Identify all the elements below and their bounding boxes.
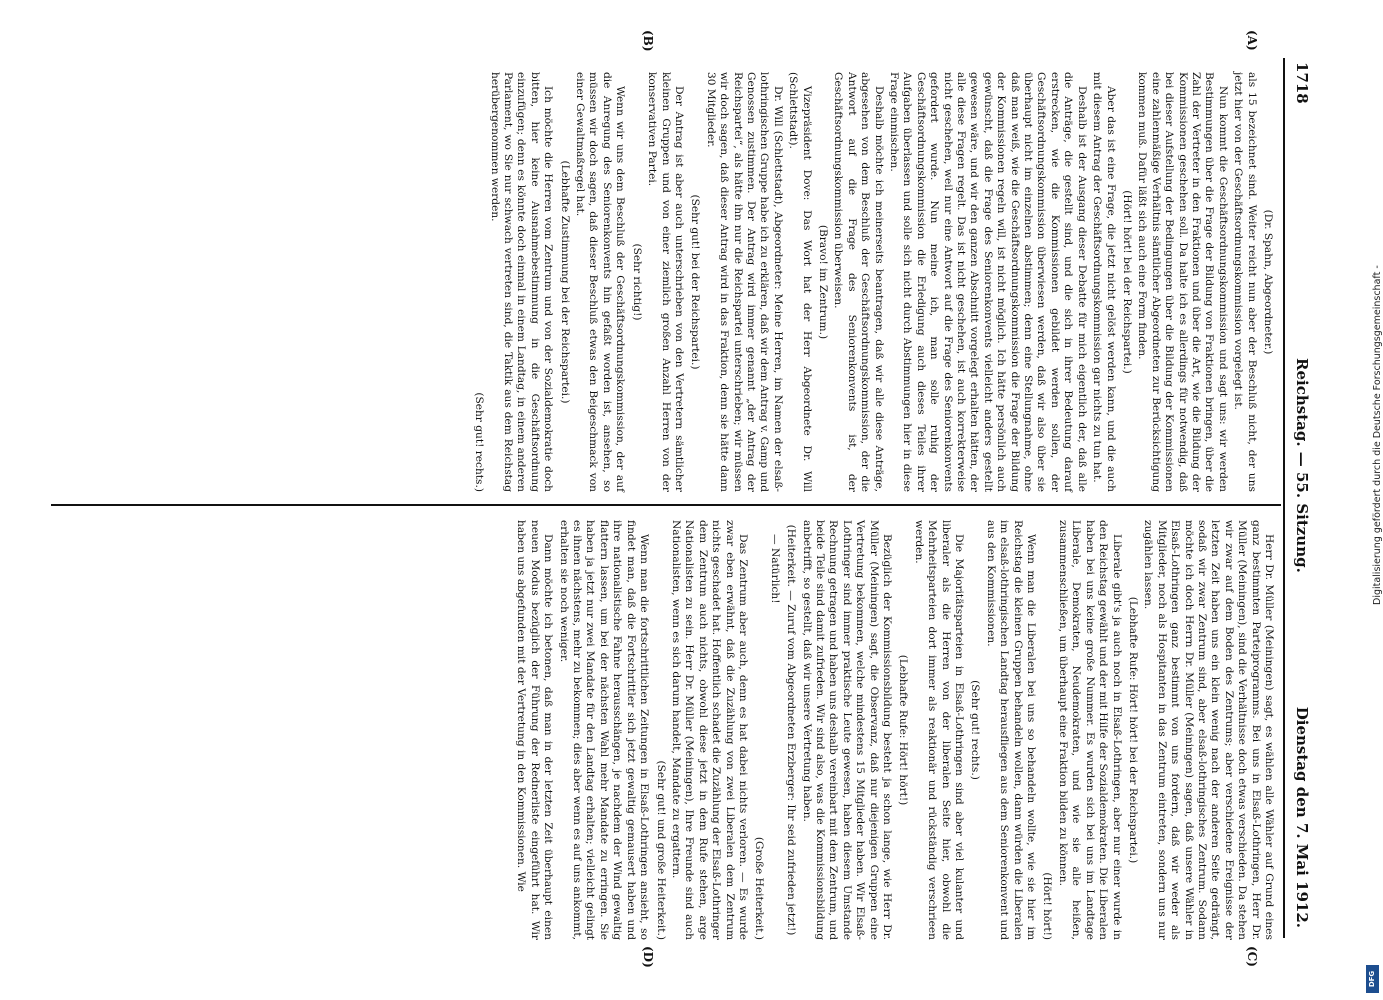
interjection: (Sehr gut! rechts.)	[969, 680, 982, 780]
paragraph: Bezüglich der Kommissionsbildung besteht ja schon lange, wie Herr Dr. Müller (Meiningen) sagt, die Observanz, daß nur diejenigen Gruppen eine Vertretung bekommen, welche mindestens 15 Mitglieder haben. Wir Elsaß-Lothringer sind immer praktische Leute gewesen, haben diesem Umstande Rechnung getragen und haben uns deshalb vereinbart mit dem Zentrum, und beide Teile sind damit zufrieden. Wir sind also, was die Kommissionsbildung anbetrifft, so gestellt, daß wir unsere Vertretung haben.	[800, 520, 894, 940]
right-column	[512, 520, 1275, 940]
paragraph: Vizepräsident Dove: Das Wort hat der Herr Abgeordnete Dr. Will (Schlettstadt).	[787, 72, 813, 492]
margin-letter-c: (C)	[1245, 946, 1259, 967]
dfg-logo-icon: DFG	[1366, 965, 1379, 993]
interjection: (Heiterkeit. — Zuruf vom Abgeordneten Erzberger: Ihr seid zufrieden jetzt!)	[785, 524, 798, 936]
left-column	[469, 72, 1275, 492]
page-sheet	[55, 30, 1315, 968]
interjection: (Hört! hört! bei der Reichspartei.)	[1120, 190, 1133, 374]
interjection: (Sehr gut! bei der Reichspartei.)	[689, 194, 702, 370]
paragraph: — Natürlich!	[768, 534, 781, 604]
paragraph: Dr. Will (Schlettstadt), Abgeordneter: Meine Herren, im Namen der elsaß-lothringischen Gruppe habe ich zu erklären, daß wir dem Antrag v. Gamp und Genossen zustimmen. Der Antrag wird immer genannt „der Antrag der Reichspartei“, als hätte ihn nur die Reichspartei unterschrieben; wir müssen wir doch sagen, daß dieser Antrag wird in das Fraktion, denn sie hätte dann 30 Mitglieder.	[704, 72, 784, 492]
interjection: (Lebhafte Rufe: Hört! hört! bei der Reichspartei.)	[1126, 596, 1139, 864]
running-head	[1285, 58, 1315, 938]
column-divider	[51, 504, 1281, 506]
interjection: (Hört! hört!)	[1041, 872, 1054, 940]
paragraph: Die Majoritätsparteien in Elsaß-Lothringen sind aber viel kulanter und liberaler als die Herren von der liberalen Seite hier, obwohl die Mehrheitsparteien dort immer als reaktionär und rückständig verschrieen werden.	[912, 520, 966, 940]
paragraph: Deshalb möchte ich meinerseits beantragen, daß wir alle diese Anträge, abgesehen von dem Beschluß der Geschäftsordnungskommission, der die Antwort auf die Frage des Seniorenkonvents ist, der Geschäftsordnungskommission überweisen.	[832, 72, 885, 492]
paragraph: als 15 bezeichnet sind. Weiter reicht nun aber der Beschluß nicht, der uns jetzt hier von der Geschäftsordnungskommission vorgelegt ist.	[1232, 72, 1258, 492]
page-number: 1718	[1293, 62, 1311, 104]
interjection: (Bravo! im Zentrum.)	[817, 224, 829, 340]
interjection: (Sehr richtig!)	[630, 243, 643, 321]
paragraph: Aber das ist eine Frage, die jetzt nicht gelöst werden kann, und die auch mit diesem Antrag der Geschäftsordnungskommission gar nichts zu tun hat.	[1091, 72, 1117, 492]
margin-letter-a: (A)	[1245, 30, 1259, 51]
credit-text: Digitalisierung gefördert durch die Deutsche Forschungsgemeinschaft -	[1372, 265, 1383, 605]
paragraph: Dann möchte ich betonen, daß man in der letzten Zeit überhaupt einen neuen Modus bezüglich der Führung der Rednerliste eingeführt hat. Wir haben uns abgefunden mit der Vertretung in den Kommissionen. Wie	[515, 520, 555, 940]
header-rule	[1283, 58, 1285, 938]
paragraph: Das Zentrum aber auch, denn es hat dabei nichts verloren. — Es wurde zwar eben erwähnt, daß die Zuzählung von zwei Liberalen dem Zentrum nichts geschadet hat. Hoffentlich schadet die Zuzählung der Elsaß-Lothringer dem Zentrum auch nichts, obwohl diese jetzt in dem Rufe stehen, arge Nationalisten zu sein. Herr Dr. Müller (Meiningen), Ihre Freunde sind auch Nationalisten, wenn es sich darum handelt, Mandate zu ergattern.	[669, 520, 749, 940]
paragraph: Der Antrag ist aber auch unterschrieben von den Vertretern sämtlicher kleinen Gruppen und von einer ziemlich großen Anzahl Herren von der konservativen Partei.	[646, 72, 685, 492]
paragraph: Wenn man die fortschrittlichen Zeitungen in Elsaß-Lothringen ansieht, so findet man, daß die Fortschrittler sich jetzt gewaltig gemausert haben und ihre nationalistische Fahne herausschängen, je nachdem der Wind gewaltig flattern lassen, um bei der nächsten Wahl mehr Mandate zu erringen. Sie haben ja jetzt nur zwei Mandate für den Landtag erhalten; vielleicht gelingt es ihnen nächstens, mehr zu bekommen; dies aber wenn es auf uns ankommt, erhalten sie noch weniger.	[557, 520, 651, 940]
interjection: (Lebhafte Rufe: Hört! hört!)	[897, 654, 910, 806]
margin-letter-b: (B)	[641, 30, 655, 52]
paragraph: Nun kommt die Geschäftsordnungskommission und sagt uns: wir werden Bestimmungen über die Frage der Bildung von Fraktionen bringen, über die Zahl der Vertreter in den Fraktionen und über die Art, wie die Bildung der Kommissionen geschehen soll. Da halte ich es allerdings für notwendig, daß bei dieser Aufstellung der Bedingungen über die Bildung der Kommissionen eine zahlenmäßige Verhältnis sämtlicher Abgeordneten zur Berücksichtigung kommen muß. Dafür läßt sich auch eine Form finden.	[1136, 72, 1229, 492]
paragraph: Liberale gibt's ja auch noch in Elsaß-Lothringen, aber nur einer wurde in den Reichstag gewählt und der mit Hilfe der Sozialdemokraten. Die Liberalen haben bei uns keine große Nummer. Es wurden sich bei uns im Landtage Liberale, Demokraten, Neudemokraten, und wie sie alle heißen, zusammenschließen, um überhaupt eine Fraktion bilden zu können.	[1056, 520, 1123, 940]
session-date: Dienstag den 7. Mai 1912.	[1293, 706, 1311, 928]
page-title: Reichstag. — 55. Sitzung.	[1293, 358, 1311, 573]
paragraph: Wenn wir uns dem Beschluß der Geschäftsordnungskommission, der auf die Anregung des Seniorenkonvents hin gefaßt worden ist, ansehen, so müssen wir doch sagen, daß dieser Beschluß etwas den Beigeschmack von einer Gewaltmaßregel hat.	[574, 72, 627, 492]
interjection: (Sehr gut! rechts.)	[473, 392, 486, 492]
interjection: (Große Heiterkeit.)	[753, 836, 766, 940]
paragraph: Deshalb ist der Ausgang dieser Debatte für mich eigentlich der, daß alle die Anträge, die gestellt sind, und die sich in ihrer Bedeutung darauf erstrecken, wie die Kommissionen gebildet werden sollen, der Geschäftsordnungskommission überwiesen werden, daß wir also über sie überhaupt nicht im einzelnen abstimmen; denn eine Stellungnahme, ohne daß man weiß, wie die Geschäftsordnungskommission die Frage der Bildung der Kommissionen regeln will, ist nicht möglich. Ich hätte persönlich auch gewünscht, daß die Frage des Seniorenkonvents vielleicht anders gestellt gewesen wäre, und wir den ganzen Abschnitt vorgelegt erhalten hätten, der alle diese Fragen regelt. Das ist nicht geschehen, ist auch korrekterweise nicht geschehen, weil nur eine Antwort auf die Frage des Seniorenkonvents gefordert wurde. Nun meine ich, man solle ruhig der Geschäftsordnungskommission die Erledigung auch dieses Teiles ihrer Aufgaben überlassen und solle sich nicht durch Abstimmungen hier in diese Frage einmischen.	[888, 72, 1088, 492]
paragraph: Ich möchte die Herren vom Zentrum und von der Sozialdemokratie doch bitten, hier keine Ausnahmebestimmung in die Geschäftsordnung einzufügen; denn es könnte doch einmal in einem Landtag, in einem anderen Parlament, wo Sie nur schwach vertreten sind, die Taktik aus dem Reichstag herübergenommen werden.	[488, 72, 555, 492]
interjection: (Lebhafte Zustimmung bei der Reichspartei.)	[558, 160, 571, 404]
margin-letter-d: (D)	[641, 946, 655, 968]
paragraph: Wenn man die Liberalen bei uns so behandeln wollte, wie sie hier im Reichstag die kleinen Gruppen behandeln wollen, dann würden die Liberalen im elsaß-lothringischen Landtag herausfliegen aus dem Seniorenkonvent und aus den Kommissionen.	[984, 520, 1038, 940]
speaker-note: (Dr. Spahn, Abgeordneter.)	[1262, 209, 1274, 355]
interjection: (Sehr gut! und große Heiterkeit.)	[654, 760, 667, 940]
paragraph: Herr Dr. Müller (Meiningen) sagt, es wählen alle Wähler auf Grund eines ganz bestimmten Parteiprogramms. Bei uns in Elsaß-Lothringen, Herr Dr. Müller (Meiningen), sind die Verhältnisse doch etwas verschieden. Da stehen wir zwar auf dem Boden des Zentrums; aber verschiedene Ereignisse der letzten Zeit haben uns ein klein wenig nach der anderen Seite gedrängt, sodaß wir zwar Zentrum sind, aber elsaß-lothringisches Zentrum. Sodann möchte ich doch Herrn Dr. Müller (Meiningen) sagen, daß unsere Wähler in Elsaß-Lothringen ganz bestimmt von uns fordern, daß wir weder als Mitglieder, noch als Hospitanten in das Zentrum eintreten, sondern uns nur zugählen lassen.	[1142, 520, 1275, 940]
